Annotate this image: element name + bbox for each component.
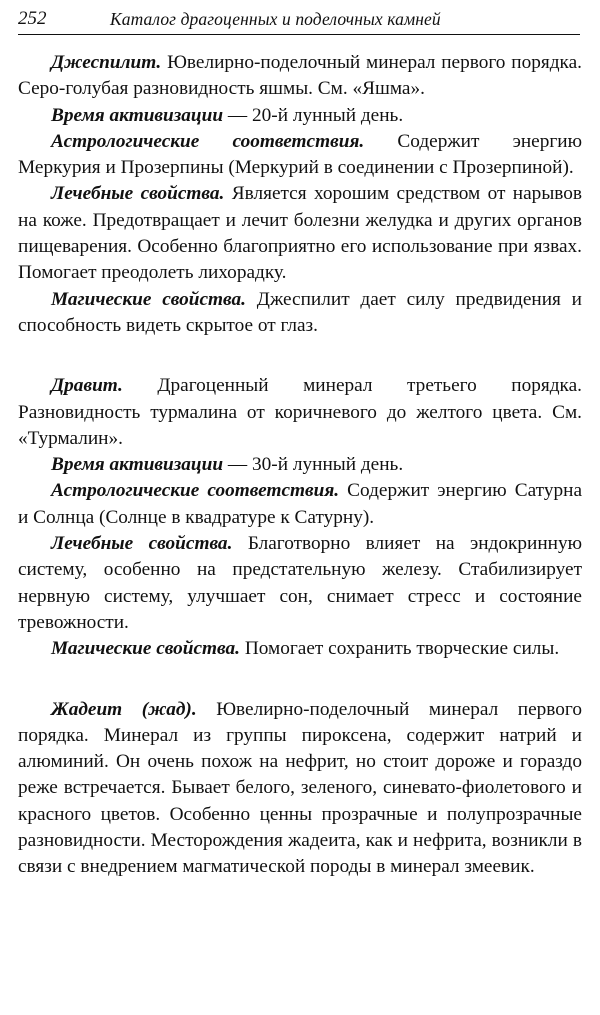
magic-properties (18, 287, 582, 340)
activation-label: Время активизации (51, 104, 224, 126)
entry-term: Дравит. (51, 375, 123, 397)
magic-text: Джеспилит дает силу предвидения и способность видеть скрытое от глаз. (18, 288, 583, 336)
astrological-correspondences (18, 478, 582, 531)
entry-dzhespilit (18, 50, 582, 339)
healing-text: Благотворно влияет на эндокринную систему, особенно на предстательную железу. Стабилизирует нервную систему, улучшает сон, снимает стресс и состояние тревожности. (18, 533, 583, 633)
page-number: 252 (18, 8, 47, 29)
magic-label: Магические свойства. (51, 288, 246, 310)
entry-zhadeit (18, 697, 582, 881)
astro-label: Астрологические соответствия. (51, 130, 365, 152)
healing-properties (18, 181, 582, 286)
entry-definition (18, 50, 582, 103)
definition-text: Ювелирно-поделочный минерал первого порядка. Минерал из группы пироксена, содержит натрий и алюминий. Он очень похож на нефрит, но стоит дороже и гораздо реже встречается. Бывает белого, зеленого, синевато-фиолетового и красного цветов. Особенно ценны прозрачные и полупрозрачные разновидности. Месторождения жадеита, как и нефрита, возникли в связи с внедрением магматической породы в минерал змеевик. (18, 698, 582, 878)
healing-label: Лечебные свойства. (51, 183, 225, 205)
definition-text: Ювелирно-поделочный минерал первого порядка. Серо-голубая разновидность яшмы. См. «Яшма». (18, 52, 582, 100)
activation-time (18, 452, 582, 478)
running-title: Каталог драгоценных и поделочных камней (110, 9, 441, 29)
magic-label: Магические свойства. (51, 638, 240, 660)
healing-label: Лечебные свойства. (51, 533, 233, 555)
running-header (18, 8, 580, 35)
definition-text: Драгоценный минерал третьего порядка. Разновидность турмалина от коричневого до желтого цвета. См. «Турмалин». (18, 375, 582, 449)
astrological-correspondences (18, 129, 582, 182)
entry-definition (18, 373, 582, 452)
activation-label: Время активизации (51, 454, 224, 476)
entry-definition (18, 697, 582, 881)
astro-text: Содержит энергию Сатурна и Солнца (Солнце в квадратуре к Сатурну). (18, 480, 582, 528)
activation-text: — 20-й лунный день. (227, 104, 404, 126)
activation-time (18, 103, 582, 129)
entry-term: Джеспилит. (51, 52, 162, 73)
activation-text: — 30-й лунный день. (227, 454, 404, 476)
astro-text: Содержит энергию Меркурия и Прозерпины (Меркурий в соединении с Прозерпиной). (18, 130, 583, 179)
healing-properties (18, 531, 582, 636)
healing-text: Является хорошим средством от нарывов на коже. Предотвращает и лечит болезни желудка и других органов пищеварения. Особенно благоприятно его использование при язвах. Помогает преодолеть лихорадку. (18, 183, 582, 284)
page-body (18, 50, 582, 881)
entry-term: Жадеит (жад). (51, 698, 197, 720)
astro-label: Астрологические соответствия. (51, 480, 340, 502)
magic-properties (18, 636, 582, 662)
magic-text: Помогает сохранить творческие силы. (244, 638, 560, 660)
entry-dravit (18, 373, 582, 662)
